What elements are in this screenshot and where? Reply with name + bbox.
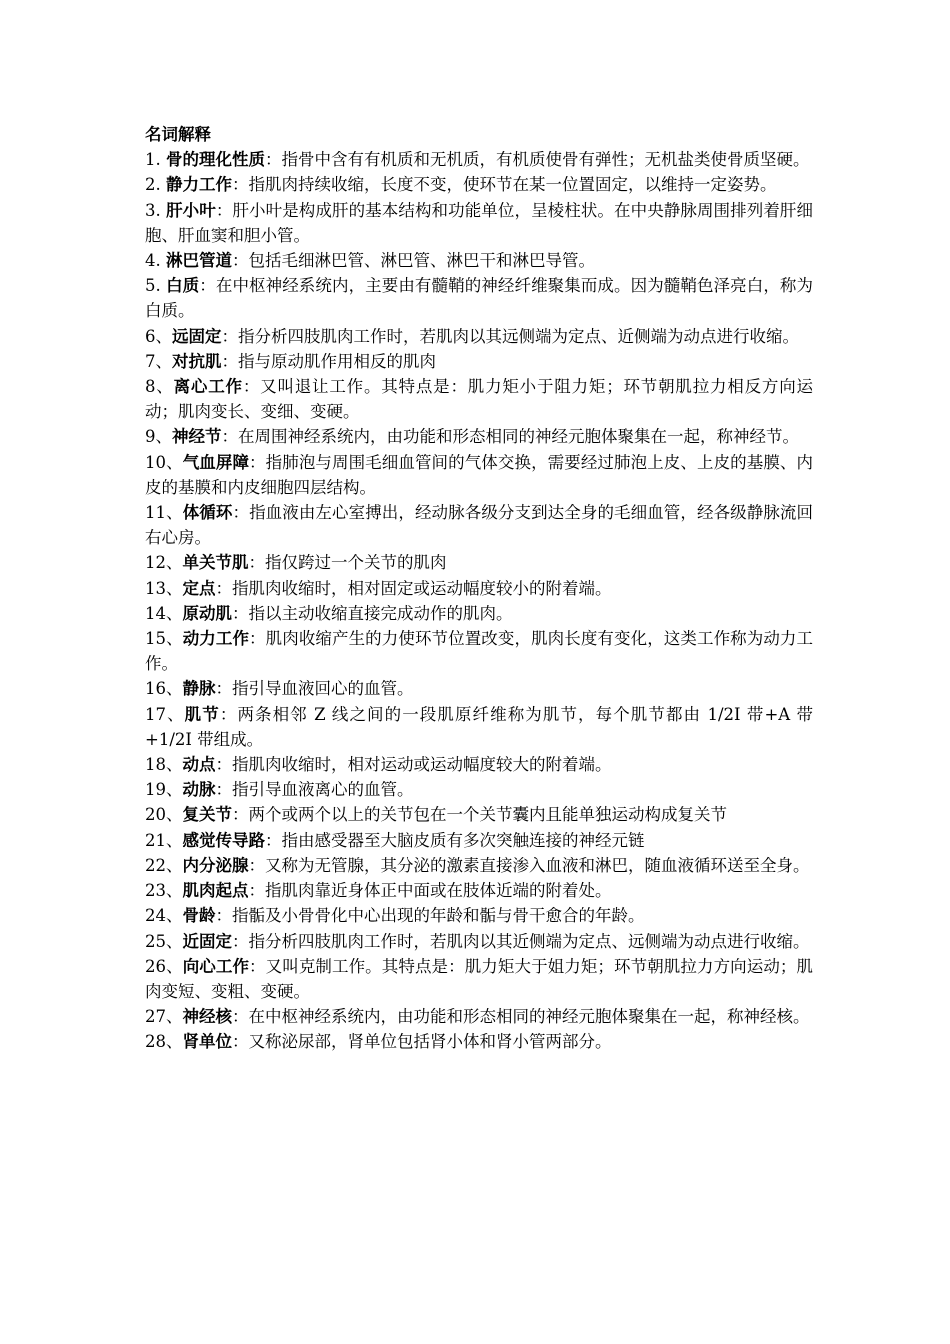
definition-entry xyxy=(145,752,813,777)
entry-number: 10、 xyxy=(145,452,183,472)
entry-term: 肌肉起点 xyxy=(182,881,249,901)
definition-entry xyxy=(145,601,813,626)
entry-separator: ： xyxy=(232,175,249,195)
entry-definition: 指骺及小骨骨化中心出现的年龄和骺与骨干愈合的年龄。 xyxy=(232,906,645,926)
definition-entry xyxy=(145,929,813,954)
entry-separator: ： xyxy=(215,906,232,926)
entry-term: 感觉传导路 xyxy=(182,830,265,850)
definition-entry xyxy=(145,702,813,752)
entry-separator: ： xyxy=(232,931,249,951)
entry-number: 2. xyxy=(145,175,166,195)
entry-definition: 在周围神经系统内，由功能和形态相同的神经元胞体聚集在一起，称神经节。 xyxy=(238,427,799,447)
definition-entry xyxy=(145,576,813,601)
definition-entry xyxy=(145,1029,813,1054)
entry-number: 17、 xyxy=(145,704,185,724)
entry-number: 19、 xyxy=(145,780,183,800)
entry-definition: 指肌肉持续收缩，长度不变，使环节在某一位置固定，以维持一定姿势。 xyxy=(248,175,777,195)
entry-definition: 指以主动收缩直接完成动作的肌肉。 xyxy=(248,603,513,623)
entry-definition: 又叫克制工作。其特点是：肌力矩大于姐力矩；环节朝肌拉力方向运动；肌肉变短、变粗、变硬。 xyxy=(145,956,814,1001)
entry-separator: ： xyxy=(249,452,266,472)
definition-entry xyxy=(145,424,813,449)
entry-number: 28、 xyxy=(145,1032,183,1052)
entry-definition: 两条相邻 Z 线之间的一段肌原纤维称为肌节，每个肌节都由 1/2I 带+A 带+1/2I 带组成。 xyxy=(145,704,814,749)
entry-number: 11、 xyxy=(145,503,183,523)
entry-definition: 指与原动肌作用相反的肌肉 xyxy=(238,351,436,371)
entry-term: 淋巴管道 xyxy=(166,251,232,271)
entry-definition: 在中枢神经系统内，由功能和形态相同的神经元胞体聚集在一起，称神经核。 xyxy=(248,1007,810,1027)
entry-separator: ： xyxy=(232,1007,249,1027)
entry-term: 肝小叶 xyxy=(166,200,216,220)
entry-definition: 又称为无管腺，其分泌的激素直接渗入血液和淋巴，随血液循环送至全身。 xyxy=(265,855,810,875)
entry-separator: ： xyxy=(265,830,282,850)
entry-number: 14、 xyxy=(145,603,183,623)
definition-entry xyxy=(145,777,813,802)
definition-entry xyxy=(145,626,813,676)
entry-definition: 指由感受器至大脑皮质有多次突触连接的神经元链 xyxy=(281,830,645,850)
entry-separator: ： xyxy=(249,629,266,649)
entry-definition: 指骨中含有有机质和无机质，有机质使骨有弹性；无机盐类使骨质坚硬。 xyxy=(281,150,810,170)
entry-definition: 肌肉收缩产生的力使环节位置改变，肌肉长度有变化，这类工作称为动力工作。 xyxy=(145,629,814,674)
entry-number: 13、 xyxy=(145,578,183,598)
definition-entry xyxy=(145,324,813,349)
definition-entry xyxy=(145,853,813,878)
entry-term: 体循环 xyxy=(182,503,233,523)
definition-entry xyxy=(145,147,813,172)
entry-definition: 肝小叶是构成肝的基本结构和功能单位，呈棱柱状。在中央静脉周围排列着肝细胞、肝血窦和胆小管。 xyxy=(145,200,814,245)
entry-definition: 指血液由左心室搏出，经动脉各级分支到达全身的毛细血管，经各级静脉流回右心房。 xyxy=(145,503,814,548)
entry-separator: ： xyxy=(232,603,249,623)
entry-number: 15、 xyxy=(145,629,183,649)
entry-number: 12、 xyxy=(145,553,183,573)
entry-number: 6、 xyxy=(145,326,172,346)
entry-number: 16、 xyxy=(145,679,183,699)
entry-number: 26、 xyxy=(145,956,183,976)
definition-entry xyxy=(145,374,813,424)
definition-entry xyxy=(145,878,813,903)
entry-separator: ： xyxy=(215,780,232,800)
entry-separator: ： xyxy=(232,805,249,825)
entry-definition: 又叫退让工作。其特点是：肌力矩小于阻力矩；环节朝肌拉力相反方向运动；肌肉变长、变细、变硬。 xyxy=(145,377,814,422)
entry-term: 离心工作 xyxy=(173,377,243,397)
entry-definition: 在中枢神经系统内，主要由有髓鞘的神经纤维聚集而成。因为髓鞘色泽亮白，称为白质。 xyxy=(145,276,814,321)
entry-separator: ： xyxy=(248,553,265,573)
definition-entry xyxy=(145,828,813,853)
entry-number: 20、 xyxy=(145,805,183,825)
definition-list xyxy=(145,147,813,1054)
entry-separator: ： xyxy=(215,578,232,598)
entry-separator: ： xyxy=(265,150,282,170)
entry-definition: 指肌肉收缩时，相对固定或运动幅度较小的附着端。 xyxy=(232,578,612,598)
entry-separator: ： xyxy=(232,251,249,271)
definition-entry xyxy=(145,248,813,273)
entry-term: 肾单位 xyxy=(182,1032,232,1052)
entry-separator: ： xyxy=(215,200,233,220)
definition-entry xyxy=(145,676,813,701)
entry-term: 近固定 xyxy=(182,931,232,951)
entry-term: 神经核 xyxy=(182,1007,232,1027)
entry-separator: ： xyxy=(221,326,238,346)
entry-number: 21、 xyxy=(145,830,183,850)
entry-term: 气血屏障 xyxy=(182,452,250,472)
entry-number: 18、 xyxy=(145,755,183,775)
entry-definition: 指肌肉收缩时，相对运动或运动幅度较大的附着端。 xyxy=(232,755,612,775)
entry-number: 4. xyxy=(145,251,166,271)
entry-term: 神经节 xyxy=(172,427,222,447)
entry-separator: ： xyxy=(199,276,216,296)
entry-definition: 指分析四肢肌肉工作时，若肌肉以其远侧端为定点、近侧端为动点进行收缩。 xyxy=(238,326,799,346)
entry-number: 7、 xyxy=(145,351,172,371)
entry-definition: 包括毛细淋巴管、淋巴管、淋巴干和淋巴导管。 xyxy=(248,251,595,271)
entry-definition: 又称泌尿部，肾单位包括肾小体和肾小管两部分。 xyxy=(248,1032,612,1052)
entry-number: 23、 xyxy=(145,881,183,901)
entry-number: 27、 xyxy=(145,1007,183,1027)
entry-term: 原动肌 xyxy=(182,603,232,623)
entry-definition: 指分析四肢肌肉工作时，若肌肉以其近侧端为定点、远侧端为动点进行收缩。 xyxy=(248,931,810,951)
entry-separator: ： xyxy=(215,755,232,775)
entry-term: 单关节肌 xyxy=(182,553,249,573)
entry-number: 22、 xyxy=(145,855,183,875)
definition-entry xyxy=(145,802,813,827)
entry-term: 骨的理化性质 xyxy=(166,150,265,170)
entry-term: 向心工作 xyxy=(182,956,250,976)
entry-term: 内分泌腺 xyxy=(182,855,249,875)
entry-term: 远固定 xyxy=(172,326,222,346)
definition-entry xyxy=(145,500,813,550)
entry-separator: ： xyxy=(232,503,250,523)
entry-separator: ： xyxy=(221,351,238,371)
definition-entry xyxy=(145,349,813,374)
definition-entry xyxy=(145,172,813,197)
entry-number: 8、 xyxy=(145,377,174,397)
entry-separator: ： xyxy=(242,377,261,397)
definition-entry xyxy=(145,903,813,928)
entry-term: 动力工作 xyxy=(182,629,250,649)
definition-entry xyxy=(145,198,813,248)
entry-number: 9、 xyxy=(145,427,172,447)
definition-entry xyxy=(145,1004,813,1029)
entry-term: 动脉 xyxy=(182,780,216,800)
entry-term: 复关节 xyxy=(182,805,232,825)
entry-term: 静力工作 xyxy=(166,175,232,195)
entry-term: 动点 xyxy=(182,755,216,775)
definition-entry xyxy=(145,550,813,575)
entry-separator: ： xyxy=(221,427,238,447)
definition-entry xyxy=(145,954,813,1004)
entry-number: 24、 xyxy=(145,906,183,926)
entry-term: 静脉 xyxy=(182,679,216,699)
entry-definition: 指引导血液离心的血管。 xyxy=(232,780,414,800)
entry-term: 定点 xyxy=(182,578,216,598)
entry-term: 对抗肌 xyxy=(172,351,222,371)
entry-definition: 指肌肉靠近身体正中面或在肢体近端的附着处。 xyxy=(265,881,612,901)
section-heading: 名词解释 xyxy=(145,125,211,144)
entry-term: 白质 xyxy=(166,276,200,296)
entry-separator: ： xyxy=(232,1032,249,1052)
entry-definition: 指仅跨过一个关节的肌肉 xyxy=(265,553,447,573)
entry-term: 骨龄 xyxy=(182,906,216,926)
definition-entry xyxy=(145,273,813,323)
entry-separator: ： xyxy=(249,956,266,976)
entry-number: 1. xyxy=(145,150,166,170)
entry-definition: 两个或两个以上的关节包在一个关节囊内且能单独运动构成复关节 xyxy=(248,805,727,825)
entry-number: 5. xyxy=(145,276,167,296)
entry-definition: 指肺泡与周围毛细血管间的气体交换，需要经过肺泡上皮、上皮的基膜、内皮的基膜和内皮细胞四层结构。 xyxy=(145,452,814,497)
entry-term: 肌节 xyxy=(184,704,220,724)
definition-entry xyxy=(145,450,813,500)
entry-number: 25、 xyxy=(145,931,183,951)
entry-separator: ： xyxy=(248,881,265,901)
entry-separator: ： xyxy=(219,704,238,724)
entry-number: 3. xyxy=(145,200,167,220)
document-page xyxy=(145,122,813,1055)
entry-definition: 指引导血液回心的血管。 xyxy=(232,679,414,699)
entry-separator: ： xyxy=(215,679,232,699)
entry-separator: ： xyxy=(248,855,265,875)
